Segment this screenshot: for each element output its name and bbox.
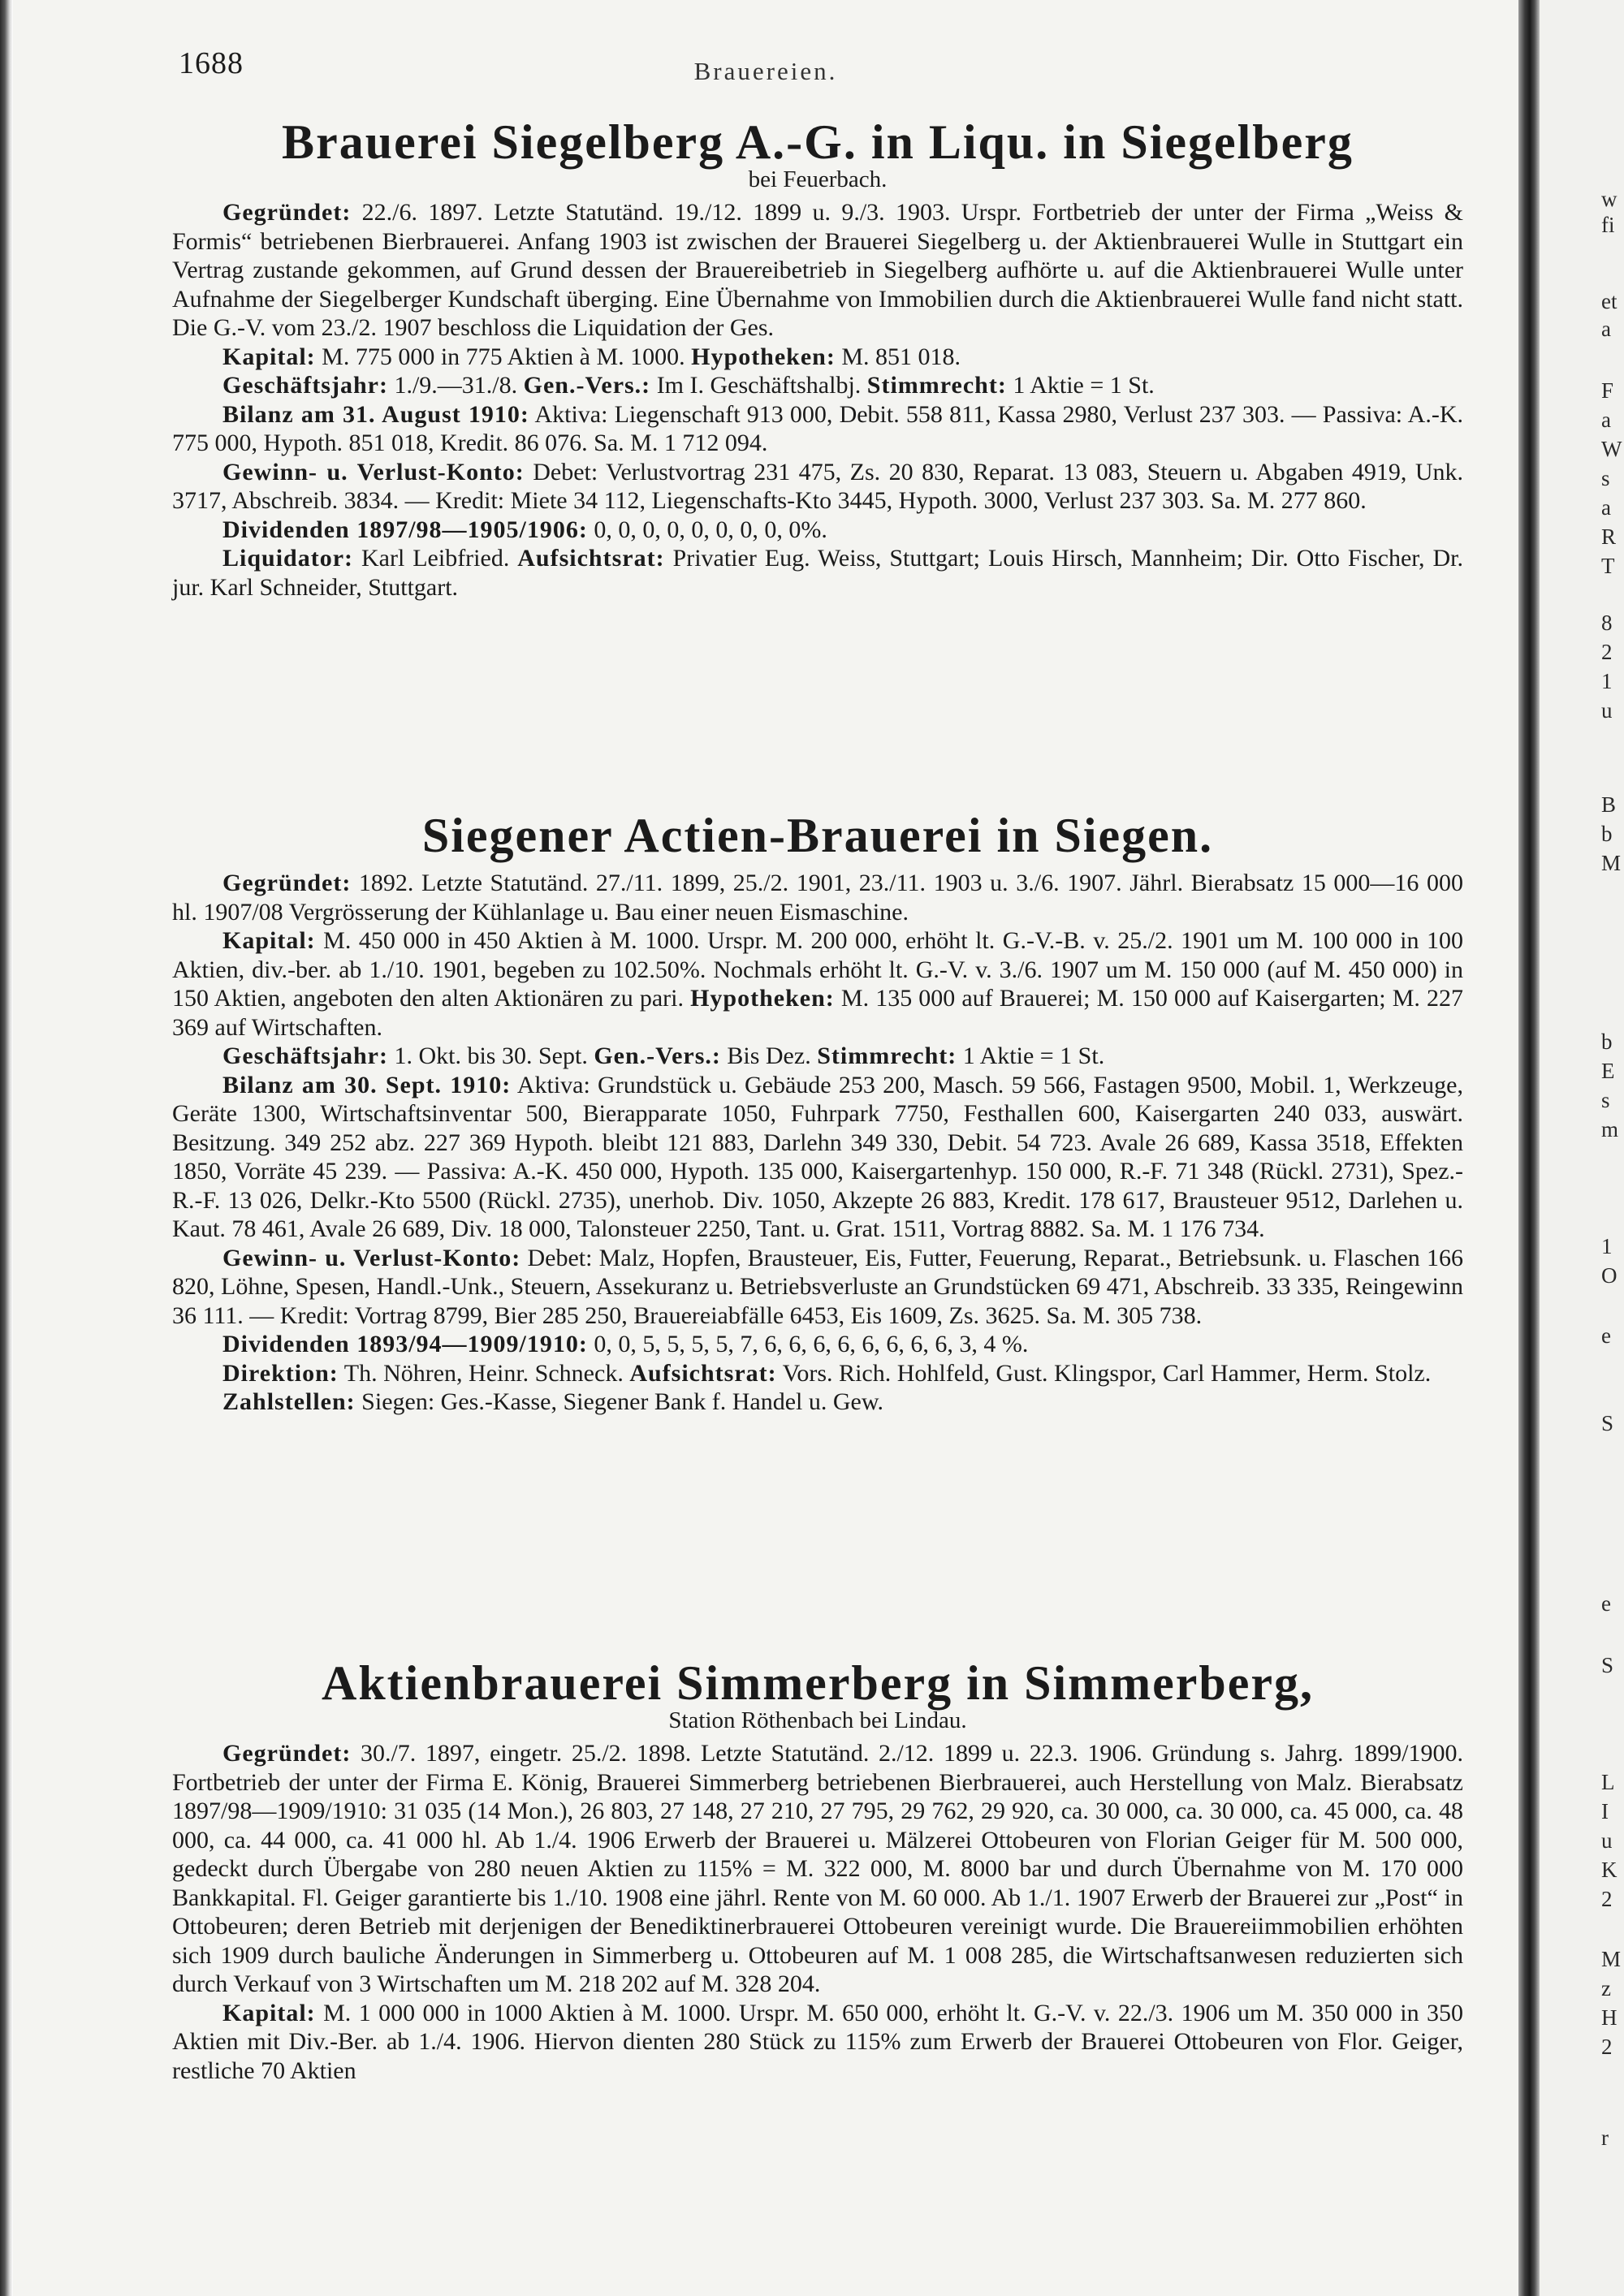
facing-page-fragment: W: [1601, 437, 1622, 461]
entry-siegener-actien-brauerei: [172, 809, 1463, 1417]
facing-page-fragment: e: [1601, 1591, 1611, 1616]
founded-paragraph: Gegründet: 30./7. 1897, eingetr. 25./2. 1898. Letzte Statutänd. 2./12. 1899 u. 22.3. 1906. Gründung s. Jahrg. 1899/1900. Fortbetrieb der unter der Firma E. König, Brauerei Simmerberg betriebenen Bierbrauerei, auch Herstellung von Malz. Bierabsatz 1897/98—1909/1910: 31 035 (14 Mon.), 26 803, 27 148, 27 210, 27 795, 29 762, 29 920, ca. 30 000, ca. 30 000, ca. 45 000, ca. 48 000, ca. 44 000, ca. 41 000 hl. Ab 1./4. 1906 Erwerb der Brauerei u. Mälzerei Ottobeuren von Florian Geiger für M. 500 000, gedeckt durch Übergabe von 280 neuen Aktien zu 115% = M. 322 000, M. 8000 bar und durch Übernahme von M. 170 000 Bankkapital. Fl. Geiger garantierte bis 1./10. 1908 eine jährl. Rente von M. 60 000. Ab 1./1. 1907 Erwerb der Brauerei zur „Post“ in Ottobeuren; deren Betrieb mit derjenigen der Benediktinerbrauerei Ottobeuren vereinigt wurde. Die Brauereiimmobilien erhöhten sich 1909 durch bauliche Änderungen in Simmerberg u. Ottobeuren auf M. 1 008 285, die Wirtschaftsanwesen reduzierten sich durch Verkauf von 3 Wirtschaften um M. 218 202 auf M. 328 204.: [172, 1740, 1463, 1997]
facing-page-fragment: F: [1601, 378, 1614, 403]
balance-paragraph: Bilanz am 31. August 1910: Aktiva: Liegenschaft 913 000, Debit. 558 811, Kassa 2980, Verlust 237 303. — Passiva: A.-K. 775 000, Hypoth. 851 018, Kredit. 86 076. Sa. M. 1 712 094.: [172, 400, 1463, 456]
board-paragraph: Liquidator: Karl Leibfried. Aufsichtsrat: Privatier Eug. Weiss, Stuttgart; Louis Hirsch, Mannheim; Dir. Otto Fischer, Dr. jur. Karl Schneider, Stuttgart.: [172, 545, 1463, 601]
capital-paragraph: Kapital: M. 450 000 in 450 Aktien à M. 1000. Urspr. M. 200 000, erhöht lt. G.-V.-B. v. 25./2. 1901 um M. 100 000 in 100 Aktien, div.-ber. ab 1./10. 1901, begeben zu 102.50%. Nochmals erhöht lt. G.-V. v. 3./6. 1907 um M. 150 000 (auf M. 450 000) in 150 Aktien, angeboten den alten Aktionären zu pari. Hypotheken: M. 135 000 auf Brauerei; M. 150 000 auf Kaisergarten; M. 227 369 auf Wirtschaften.: [172, 927, 1463, 1041]
management-paragraph: Direktion: Th. Nöhren, Heinr. Schneck. Aufsichtsrat: Vors. Rich. Hohlfeld, Gust. Klingspor, Carl Hammer, Herm. Stolz.: [222, 1359, 1432, 1387]
facing-page-fragment: M: [1601, 851, 1622, 875]
facing-page-fragment: e: [1601, 1323, 1611, 1348]
entry-body: [172, 869, 1463, 1417]
facing-page-fragment: 2: [1601, 1887, 1613, 1911]
page-number: 1688: [179, 46, 244, 80]
profit-loss-paragraph: Gewinn- u. Verlust-Konto: Debet: Malz, Hopfen, Brausteuer, Eis, Futter, Feuerung, Reparat., Betriebsunk. u. Flaschen 166 820, Löhne, Spesen, Handl.-Unk., Steuern, Assekuranz u. Betriebsverluste an Grundstücken 69 471, Abschreib. 33 335, Reingewinn 36 111. — Kredit: Vortrag 8799, Bier 285 250, Brauereiabfälle 6453, Eis 1609, Zs. 3625. Sa. M. 305 738.: [172, 1244, 1463, 1329]
entry-body: [172, 1739, 1463, 2085]
facing-page-fragment: O: [1601, 1263, 1618, 1288]
running-head: Brauereien.: [693, 57, 838, 85]
entry-aktienbrauerei-simmerberg: [172, 1656, 1463, 2085]
founded-paragraph: Gegründet: 1892. Letzte Statutänd. 27./11. 1899, 25./2. 1901, 23./11. 1903 u. 3./6. 1907. Jährl. Bierabsatz 15 000—16 000 hl. 1907/08 Vergrösserung der Kühlanlage u. Bau einer neuen Eismaschine.: [172, 870, 1463, 926]
facing-page-fragment: 8: [1601, 611, 1613, 635]
facing-page-fragment: a: [1601, 495, 1611, 520]
facing-page-fragment: R: [1601, 524, 1617, 549]
dividends-paragraph: Dividenden 1893/94—1909/1910: 0, 0, 5, 5, 5, 5, 7, 6, 6, 6, 6, 6, 6, 6, 6, 3, 4 %.: [222, 1331, 1029, 1357]
entry-title: Brauerei Siegelberg A.-G. in Liqu. in Siegelberg: [282, 115, 1354, 169]
entry-title: Siegener Actien-Brauerei in Siegen.: [421, 809, 1214, 862]
facing-page-fragment: a: [1601, 408, 1611, 432]
scan-left-edge: [0, 0, 13, 2296]
facing-page-fragment: z: [1601, 1976, 1611, 2000]
facing-page-fragment: 1: [1601, 1234, 1613, 1258]
capital-paragraph: Kapital: M. 775 000 in 775 Aktien à M. 1000. Hypotheken: M. 851 018.: [222, 343, 961, 370]
balance-paragraph: Bilanz am 30. Sept. 1910: Aktiva: Grundstück u. Gebäude 253 200, Masch. 59 566, Fastagen 9500, Mobil. 1, Werkzeuge, Geräte 1300, Wirtschaftsinventar 500, Bierapparate 1050, Fuhrpark 7750, Festhallen 600, Kaisergarten 240 033, auswärt. Besitzung. 349 252 abz. 227 369 Hypoth. bleibt 121 883, Darlehn 349 330, Debit. 54 723. Avale 26 689, Kassa 3518, Effekten 1850, Vorräte 45 239. — Passiva: A.-K. 450 000, Hypoth. 135 000, Kaisergartenhyp. 150 000, R.-F. 71 348 (Rückl. 2731), Spez.-R.-F. 13 026, Delkr.-Kto 5500 (Rückl. 2735), unerhob. Div. 1050, Akzepte 26 883, Kredit. 178 617, Brausteuer 9512, Darlehen u. Kaut. 78 461, Avale 26 689, Div. 18 000, Talonsteuer 2250, Tant. u. Grat. 1511, Vortrag 8882. Sa. M. 1 176 734.: [172, 1071, 1463, 1242]
facing-page-fragment: r: [1601, 2126, 1609, 2150]
fiscal-year-paragraph: Geschäftsjahr: 1./9.—31./8. Gen.-Vers.: Im I. Geschäftshalbj. Stimmrecht: 1 Aktie = 1 St.: [222, 372, 1155, 399]
dividends-paragraph: Dividenden 1897/98—1905/1906: 0, 0, 0, 0, 0, 0, 0, 0, 0%.: [222, 516, 827, 543]
facing-page-fragment: b: [1601, 1029, 1613, 1054]
profit-loss-paragraph: Gewinn- u. Verlust-Konto: Debet: Verlustvortrag 231 475, Zs. 20 830, Reparat. 13 083, Steuern u. Abgaben 4919, Unk. 3717, Abschreib. 3834. — Kredit: Miete 34 112, Liegenschafts-Kto 3445, Hypoth. 3000, Verlust 237 303. Sa. M. 277 860.: [172, 458, 1463, 514]
facing-page-fragment: u: [1601, 698, 1613, 723]
book-page: [13, 0, 1518, 2296]
capital-paragraph: Kapital: M. 1 000 000 in 1000 Aktien à M. 1000. Urspr. M. 650 000, erhöht lt. G.-V. v. 22./3. 1906 um M. 350 000 in 350 Aktien mit Div.-Ber. ab 1./4. 1906. Hiervon dienten 280 Stück zu 115% zum Erwerb der Brauerei Ottobeuren von Flor. Geiger, restliche 70 Aktien: [172, 1999, 1463, 2084]
fiscal-year-paragraph: Geschäftsjahr: 1. Okt. bis 30. Sept. Gen.-Vers.: Bis Dez. Stimmrecht: 1 Aktie = 1 St.: [222, 1042, 1105, 1069]
facing-page-fragment: 2: [1601, 640, 1613, 664]
facing-page-fragment: b: [1601, 822, 1613, 846]
facing-page-fragment: u: [1601, 1828, 1613, 1853]
facing-page-fragment: 1: [1601, 669, 1613, 693]
facing-page-fragment: a: [1601, 317, 1611, 341]
facing-page-fragment: S: [1601, 1411, 1614, 1435]
facing-page-fragment: S: [1601, 1653, 1614, 1677]
facing-page-fragment: I: [1601, 1799, 1609, 1823]
facing-page-fragment: 2: [1601, 2035, 1613, 2059]
entry-title: Aktienbrauerei Simmerberg in Simmerberg,: [321, 1656, 1315, 1710]
facing-page-fragment: w: [1601, 187, 1618, 211]
founded-paragraph: Gegründet: 22./6. 1897. Letzte Statutänd. 19./12. 1899 u. 9./3. 1903. Urspr. Fortbetrieb der unter der Firma „Weiss & Formis“ betriebenen Bierbrauerei. Anfang 1903 ist zwischen der Brauerei Siegelberg u. der Aktienbrauerei Wulle in Stuttgart ein Vertrag zustande gekommen, auf Grund dessen der Brauereibetrieb in Siegelberg aufhörte u. auf die Aktienbrauerei Wulle unter Aufnahme der Siegelberger Kundschaft überging. Eine Übernahme von Immobilien durch die Aktienbrauerei Wulle fand nicht statt. Die G.-V. vom 23./2. 1907 beschloss die Liquidation der Ges.: [172, 199, 1463, 341]
facing-page-fragment: M: [1601, 1947, 1622, 1971]
facing-page-fragment: L: [1601, 1770, 1615, 1794]
facing-page-fragment: s: [1601, 466, 1610, 490]
facing-page-fragment: H: [1601, 2005, 1618, 2030]
facing-page-fragment: s: [1601, 1088, 1610, 1112]
entry-subtitle: Station Röthenbach bei Lindau.: [668, 1707, 967, 1733]
entry-body: [172, 198, 1463, 602]
book-gutter: [1518, 0, 1540, 2296]
entry-brauerei-siegelberg: [172, 115, 1463, 602]
entry-subtitle: bei Feuerbach.: [748, 166, 888, 192]
facing-page-fragment: m: [1601, 1117, 1619, 1142]
facing-page-fragment: fi: [1601, 213, 1615, 237]
facing-page-fragment: K: [1601, 1858, 1618, 1882]
facing-page-fragment: E: [1601, 1059, 1615, 1083]
paying-agents-paragraph: Zahlstellen: Siegen: Ges.-Kasse, Siegener Bank f. Handel u. Gew.: [222, 1388, 884, 1415]
facing-page-fragment: B: [1601, 792, 1617, 817]
facing-page-fragment: et: [1601, 289, 1618, 313]
facing-page-strip: [1540, 0, 1624, 2296]
facing-page-fragment: T: [1601, 554, 1615, 578]
